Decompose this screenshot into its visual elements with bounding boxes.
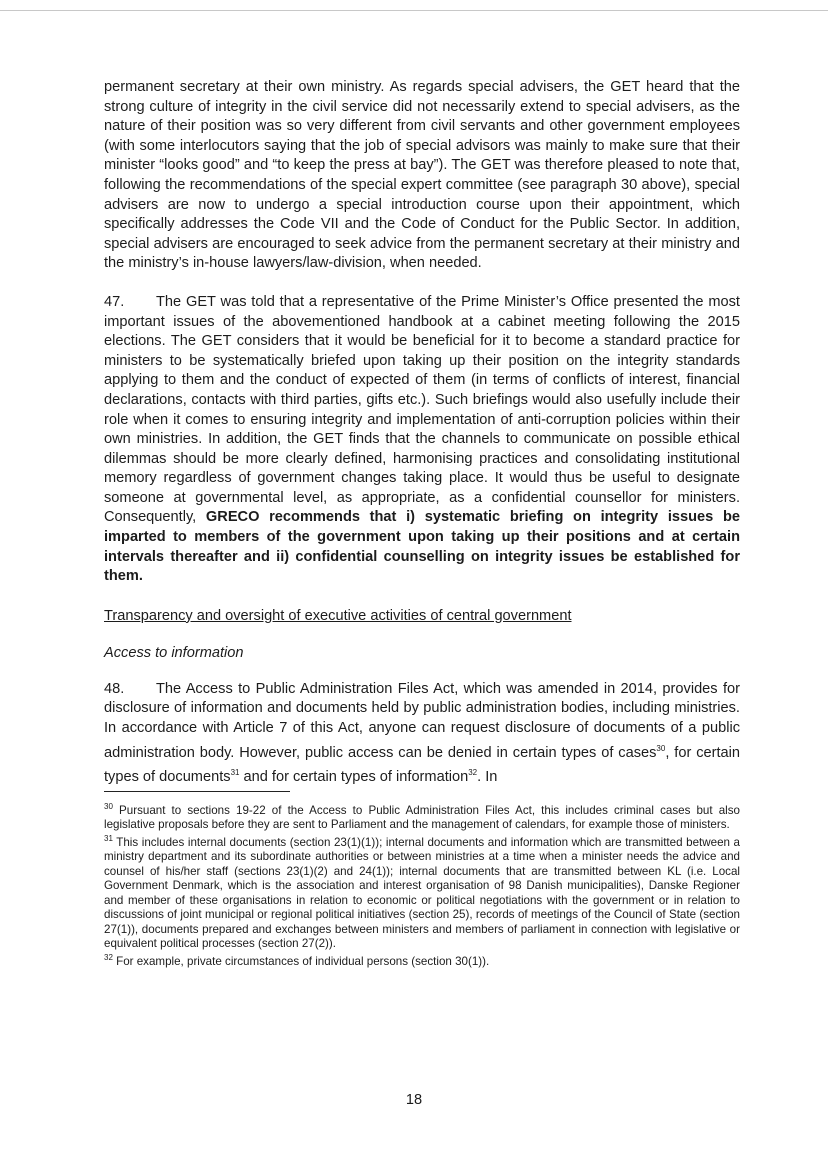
paragraph-47 bbox=[104, 293, 740, 587]
paragraph-48: 48. The Access to Public Administration Files Act, which was amended in 2014, provides for disclosure of information and documents held by public administration bodies, including ministries. In accordance with Article 7 of this Act, anyone can request disclosure of documents of a public administration body. However, public access can be denied in certain types of cases$^{30}$, for certain types of documents$^{31}$ and for certain types of information$^{32}$. In bbox=[104, 680, 740, 785]
paragraph-46-continued: permanent secretary at their own ministry. As regards special advisers, the GET heard that the strong culture of integrity in the civil service did not necessarily extend to special advisers, as the nature of their position was so very different from civil servants and other government employees (with some interlocutors saying that the job of special advisors was mainly to make sure that their minister “looks good” and “to keep the press at bay”). The GET was therefore pleased to note that, following the recommendations of the special expert committee (see paragraph 30 above), special advisers are now to undergo a special introduction course upon their appointment, which specifically addresses the Code VII and the Code of Conduct for the Public Sector. In addition, special advisers are encouraged to seek advice from the permanent secretary at their ministry and the ministry’s in-house lawyers/law-division, when needed. bbox=[104, 79, 740, 272]
footnote-ref-30[interactable]: 30 bbox=[656, 743, 666, 753]
paragraph-number: 48. bbox=[104, 680, 125, 697]
footnote-ref-31[interactable]: 31 bbox=[230, 768, 240, 778]
footnote-32: $^{32}$ For example, private circumstances of individual persons (section 30(1)). bbox=[104, 953, 490, 969]
sub-heading: Access to information bbox=[104, 644, 244, 661]
paragraph-number: 47. bbox=[104, 293, 125, 310]
footnote-separator bbox=[104, 791, 290, 792]
paragraph-47-text: The GET was told that a representative of the Prime Minister’s Office presented the most important issues of the abovementioned handbook at a cabinet meeting following the 2015 elections. The GET considers that it would be beneficial for it to become a standard practice for ministers to be systematically briefed upon taking up their position on the integrity standards applying to them and the conduct of expected of them (in terms of conflicts of interest, financial declarations, contacts with third parties, gifts etc.). Such briefings would also usefully include their role when it comes to ensuring integrity and implementation of anti-corruption policies within their own ministries. In addition, the GET finds that the channels to communicate on possible ethical dilemmas should be more clearly defined, harmonising practices and consolidating institutional memory regardless of government changes taking place. It would thus be useful to designate someone at governmental level, as appropriate, as a confidential counsellor for ministers. Consequently, bbox=[104, 293, 740, 526]
greco-recommendation: GRECO recommends that i) systematic briefing on integrity issues be imparted to members of the government upon taking up their positions and at certain intervals thereafter and ii) confidential counselling on integrity issues be established for them. bbox=[104, 509, 740, 585]
document-body bbox=[104, 78, 740, 970]
section-heading: Transparency and oversight of executive activities of central government bbox=[104, 607, 572, 624]
footnote-30: $^{30}$ Pursuant to sections 19-22 of the Access to Public Administration Files Act, this includes criminal cases but also legislative proposals before they are sent to Parliament and the management of calendars, for example those of ministers. bbox=[104, 801, 740, 831]
footnote-ref-32[interactable]: 32 bbox=[468, 768, 478, 778]
page-number: 18 bbox=[405, 1092, 423, 1108]
header-rule bbox=[0, 10, 828, 11]
footnote-31: $^{31}$ This includes internal documents (section 23(1)(1)); internal documents and information which are transmitted between a ministry department and its subordinate authorities or between ministries at a time when a minister needs the advice and counsel of his/her staff (sections 23(1)(2) and 24(1)); internal documents that are transmitted between KL (i.e. Local Government Denmark, which is the association and interest organisation of 98 Danish municipalities), Danske Regioner and member of these organisations in relation to economic or political negotiations with the government or in relation to discussions of joint municipal or regional political initiatives (section 25), records of meetings of the Council of State (section 27(1)), documents prepared and exchanges between ministers and members of parliament in connection with legislative or equivalent political processes (section 27(2)). bbox=[104, 834, 740, 950]
